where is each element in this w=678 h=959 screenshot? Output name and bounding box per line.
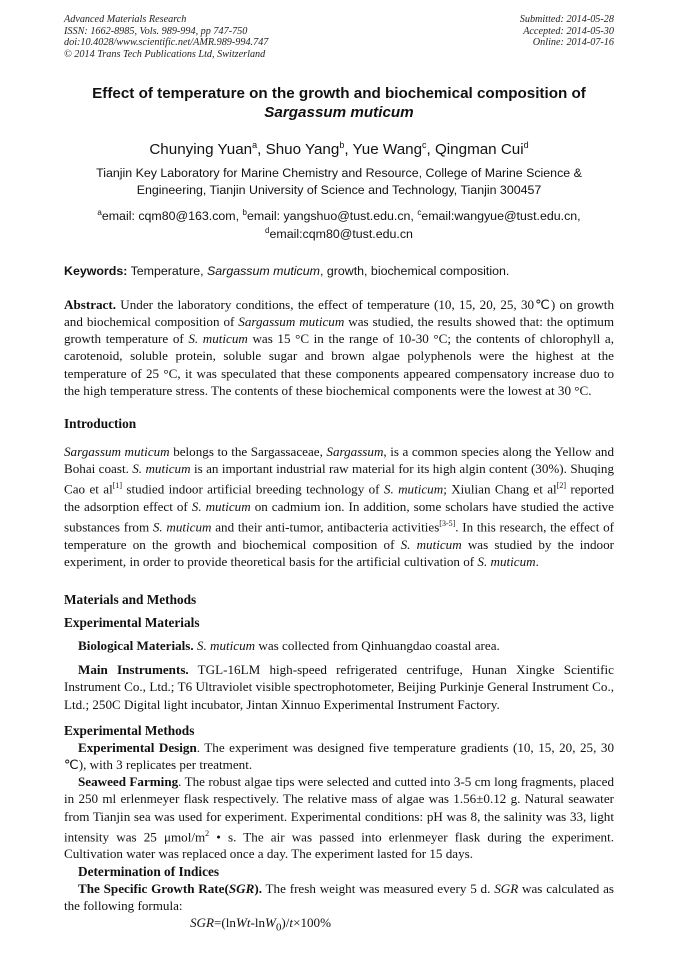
title-species: Sargassum muticum	[264, 104, 414, 122]
submitted-date: Submitted: 2014-05-28	[519, 14, 614, 25]
introduction-paragraph: Sargassum muticum belongs to the Sargassaceae, Sargassum, is a common species along the Yellow and Bohai coast. S. muticum is an important industrial raw material for its high algin content (30%). Shuqing Cao et al[1] studied indoor artificial breeding technology of S. muticum; Xiulian Chang et al[2] reported the adsorption effect of S. muticum on cadmium ion. In addition, some scholars have studied the active substances from S. muticum and their anti-tumor, antibacteria activities[3-5]. In this research, the effect of temperature on the growth and biochemical composition of S. muticum was studied by the indoor experiment, in order to provide theoretical basis for the artificial cultivation of S. muticum.	[64, 443, 615, 569]
design-paragraph: Experimental Design. The experiment was designed five temperature gradients (10, 15, 20, 25, 30 ℃), with 3 replicates per treatment.	[64, 739, 614, 773]
sgr-paragraph: The Specific Growth Rate(SGR). The fresh weight was measured every 5 d. SGR was calculated as the following formula:	[64, 880, 614, 913]
affiliation-line: Tianjin Key Laboratory for Marine Chemistry and Resource, College of Marine Science &	[96, 166, 582, 181]
biological-materials-paragraph: Biological Materials. S. muticum was collected from Qinhuangdao coastal area.	[78, 638, 500, 654]
email-line: $^a$email: cqm80@163.com, $^b$email: yangshuo@tust.edu.cn, $^c$email:wangyue@tust.edu.cn,	[97, 208, 581, 224]
author-name: Shuo Yang	[265, 141, 340, 159]
subsection-heading-indices: Determination of Indices	[78, 863, 220, 879]
title-line: Effect of temperature on the growth and biochemical composition of	[92, 85, 586, 103]
author-sup: b	[339, 140, 345, 151]
email-c: email:wangyue@tust.edu.cn,	[421, 209, 581, 224]
journal-name: Advanced Materials Research	[64, 14, 187, 25]
author-sup: c	[422, 140, 427, 151]
keywords-label: Keywords:	[64, 263, 128, 278]
abstract-label: Abstract.	[64, 296, 116, 312]
email-a: email: cqm80@163.com,	[101, 209, 240, 224]
email-line: $^d$email:cqm80@tust.edu.cn	[265, 225, 413, 241]
farming-paragraph: Seaweed Farming. The robust algae tips were selected and cutted into 3-5 cm long fragments, placed in 250 ml erlenmeyer flask respectively. The relative mass of algae was 1.56±0.12 g. Natural seawater from Tianjin sea was used for experiment. Experimental conditions: pH was 8, the salinity was 33, light intensity was 25 μmol/$m^2$ • s. The air was passed into erlenmeyer flask during the experiment. Cultivation water was replaced once a day. The experiment lasted for 15 days.	[64, 774, 615, 862]
citation-ref: [3-5]	[439, 519, 456, 529]
subsection-heading-materials: Experimental Materials	[64, 615, 200, 631]
accepted-date: Accepted: 2014-05-30	[523, 25, 614, 37]
author-emails	[64, 206, 614, 240]
copyright-line: © 2014 Trans Tech Publications Ltd, Switzerland	[64, 48, 266, 60]
header-left	[64, 14, 268, 60]
author-name: Qingman Cui	[434, 141, 524, 159]
author-sup: d	[523, 140, 529, 151]
subsection-heading-methods: Experimental Methods	[64, 722, 195, 738]
email-b: email: yangshuo@tust.edu.cn,	[246, 209, 414, 224]
affiliation	[64, 165, 614, 199]
author-name: Yue Wang	[352, 141, 423, 159]
abstract: Abstract. Under the laboratory conditions, the effect of temperature (10, 15, 20, 25, 30℃) on growth and biochemical composition of Sargassum muticum was studied, the results showed that: the optimum growth temperature of S. muticum was 15 °C in the range of 10-30 °C; the contents of chlorophyll a, carotenoid, soluble protein, soluble sugar and brown algae polyphenols were the highest at the temperature of 25 °C, it was speculated that these components appeared compensatory increase duo to the high temperature stress. The contents of these biochemical components were the lowest at 30 °C.	[64, 296, 614, 398]
issn-line: ISSN: 1662-8985, Vols. 989-994, pp 747-750	[64, 25, 248, 37]
paper-page	[64, 14, 614, 937]
author-list: Chunying Yuan$^a$, Shuo Yang$^b$, Yue Wang$^c$, Qingman Cui$^d$	[149, 140, 529, 159]
section-heading-introduction: Introduction	[64, 415, 137, 431]
citation-ref: [2]	[556, 481, 567, 491]
header-right	[520, 14, 614, 60]
sgr-formula: SGR=(lnWt-lnW$_0$)/t×100%	[190, 915, 331, 934]
keywords: Keywords: Temperature, Sargassum muticum, growth, biochemical composition.	[64, 263, 510, 278]
instruments-paragraph: Main Instruments. TGL-16LM high-speed refrigerated centrifuge, Hunan Xingke Scientific Instrument Co., Ltd.; T6 Ultraviolet visible spectrophotometer, Beijing Purkinje General Instrument Co., Ltd.; 250C Digital light incubator, Jintan Xinnuo Experimental Instrument Factory.	[64, 662, 614, 712]
citation-ref: [1]	[112, 481, 123, 491]
email-d: email:cqm80@tust.edu.cn	[269, 226, 413, 241]
author-sup: a	[252, 140, 258, 151]
affiliation-line: Engineering, Tianjin University of Science and Technology, Tianjin 300457	[136, 183, 542, 198]
paper-title	[64, 84, 614, 122]
doi-line: doi:10.4028/www.scientific.net/AMR.989-994.747	[64, 37, 269, 49]
journal-header	[64, 14, 614, 60]
author-name: Chunying Yuan	[149, 141, 253, 159]
online-date: Online: 2014-07-16	[532, 37, 614, 49]
section-heading-methods: Materials and Methods	[64, 592, 197, 608]
